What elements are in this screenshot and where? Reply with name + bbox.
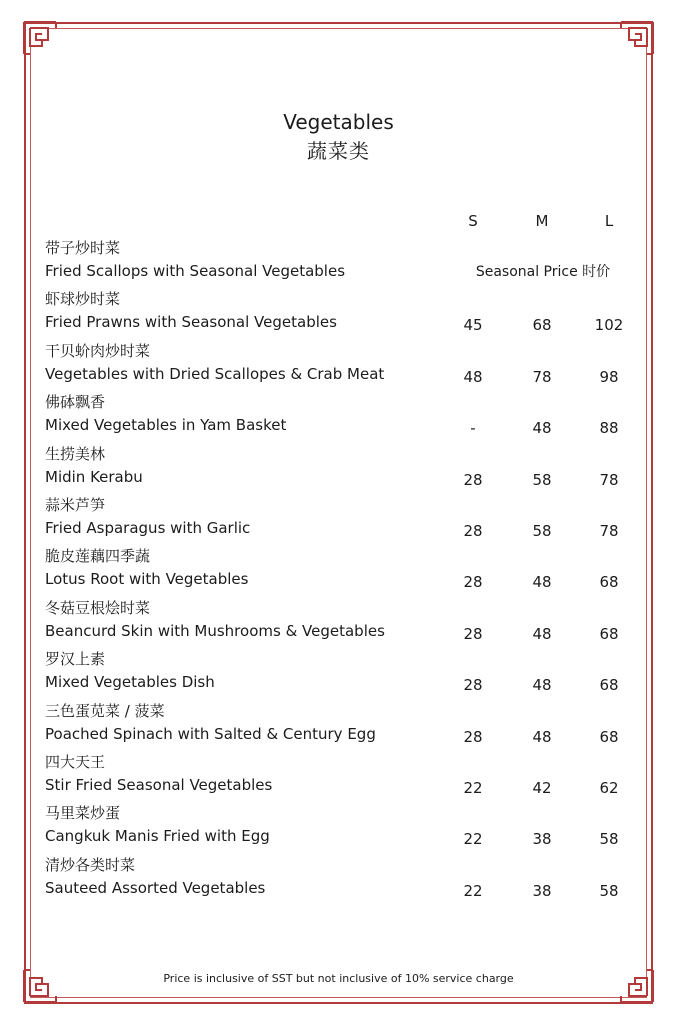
dish-name-chinese: 佛砵飘香	[45, 393, 106, 412]
price-large: 68	[599, 727, 619, 746]
price-large: 68	[599, 573, 619, 592]
dish-name-english: Midin Kerabu	[45, 467, 143, 486]
price-medium: 42	[532, 778, 552, 797]
dish-name-chinese: 虾球炒时菜	[45, 290, 121, 309]
price-medium: 38	[532, 881, 552, 900]
dish-name-chinese: 蒜米芦笋	[45, 495, 106, 514]
price-small: 22	[463, 881, 483, 900]
price-large: 62	[599, 778, 619, 797]
dish-name-english: Vegetables with Dried Scallopes & Crab Meat	[45, 364, 385, 383]
dish-name-chinese: 四大天王	[45, 752, 106, 771]
dish-name-english: Poached Spinach with Salted & Century Egg	[45, 724, 376, 743]
price-medium: 58	[532, 470, 552, 489]
menu-item	[0, 853, 677, 904]
menu-item	[0, 442, 677, 493]
dish-name-chinese: 冬菇豆根烩时菜	[45, 598, 151, 617]
price-large: 98	[599, 367, 619, 386]
price-small: 28	[463, 470, 483, 489]
dish-name-chinese: 罗汉上素	[45, 650, 106, 669]
price-medium: 68	[532, 316, 552, 335]
dish-name-english: Sauteed Assorted Vegetables	[45, 878, 266, 897]
price-large: 102	[594, 316, 624, 335]
price-small: 22	[463, 778, 483, 797]
menu-item	[0, 236, 677, 287]
price-medium: 48	[532, 624, 552, 643]
dish-name-english: Fried Asparagus with Garlic	[45, 518, 251, 537]
price-medium: 48	[532, 573, 552, 592]
menu-item	[0, 339, 677, 390]
dish-name-chinese: 干贝蚧肉炒时菜	[45, 341, 151, 360]
menu-item	[0, 699, 677, 750]
price-medium: 78	[532, 367, 552, 386]
menu-item	[0, 493, 677, 544]
size-header-medium: M	[535, 212, 549, 230]
seasonal-price-label: Seasonal Price 时价	[475, 264, 611, 280]
menu-item	[0, 647, 677, 698]
price-large: 88	[599, 419, 619, 438]
page-title-chinese: 蔬菜类	[307, 139, 370, 163]
menu-item	[0, 596, 677, 647]
dish-name-english: Mixed Vegetables in Yam Basket	[45, 416, 287, 435]
price-small: -	[470, 419, 476, 438]
dish-name-chinese: 三色蛋苋菜 / 菠菜	[45, 701, 165, 720]
price-medium: 48	[532, 419, 552, 438]
dish-name-chinese: 带子炒时菜	[45, 239, 121, 257]
corner-ornament-icon	[601, 18, 657, 74]
price-medium: 38	[532, 830, 552, 849]
dish-name-english: Cangkuk Manis Fried with Egg	[45, 827, 270, 846]
size-header-large: L	[604, 212, 614, 230]
price-medium: 48	[532, 676, 552, 695]
price-small: 28	[463, 573, 483, 592]
dish-name-chinese: 生捞美林	[45, 444, 106, 463]
price-large: 68	[599, 624, 619, 643]
page-title: Vegetables	[283, 110, 394, 134]
menu-item	[0, 544, 677, 595]
dish-name-english: Fried Scallops with Seasonal Vegetables	[45, 262, 346, 280]
price-small: 22	[463, 830, 483, 849]
price-medium: 58	[532, 521, 552, 540]
dish-name-chinese: 脆皮莲藕四季蔬	[45, 547, 151, 566]
menu-item	[0, 750, 677, 801]
price-large: 58	[599, 830, 619, 849]
service-charge-note: Price is inclusive of SST but not inclusive of 10% service charge	[163, 972, 514, 985]
price-small: 48	[463, 367, 483, 386]
corner-ornament-icon	[20, 18, 76, 74]
menu-item	[0, 801, 677, 852]
menu-list	[0, 236, 677, 904]
price-small: 28	[463, 727, 483, 746]
price-small: 45	[463, 316, 483, 335]
size-header-small: S	[468, 212, 478, 230]
dish-name-english: Lotus Root with Vegetables	[45, 570, 249, 589]
dish-name-english: Beancurd Skin with Mushrooms & Vegetables	[45, 621, 385, 640]
price-large: 78	[599, 470, 619, 489]
price-small: 28	[463, 676, 483, 695]
dish-name-chinese: 马里菜炒蛋	[45, 804, 121, 823]
price-large: 68	[599, 676, 619, 695]
price-small: 28	[463, 624, 483, 643]
dish-name-chinese: 清炒各类时菜	[45, 855, 136, 874]
dish-name-english: Stir Fried Seasonal Vegetables	[45, 775, 273, 794]
dish-name-english: Mixed Vegetables Dish	[45, 673, 215, 692]
price-medium: 48	[532, 727, 552, 746]
price-small: 28	[463, 521, 483, 540]
price-large: 78	[599, 521, 619, 540]
menu-item	[0, 287, 677, 338]
price-large: 58	[599, 881, 619, 900]
menu-item	[0, 390, 677, 441]
dish-name-english: Fried Prawns with Seasonal Vegetables	[45, 313, 337, 332]
